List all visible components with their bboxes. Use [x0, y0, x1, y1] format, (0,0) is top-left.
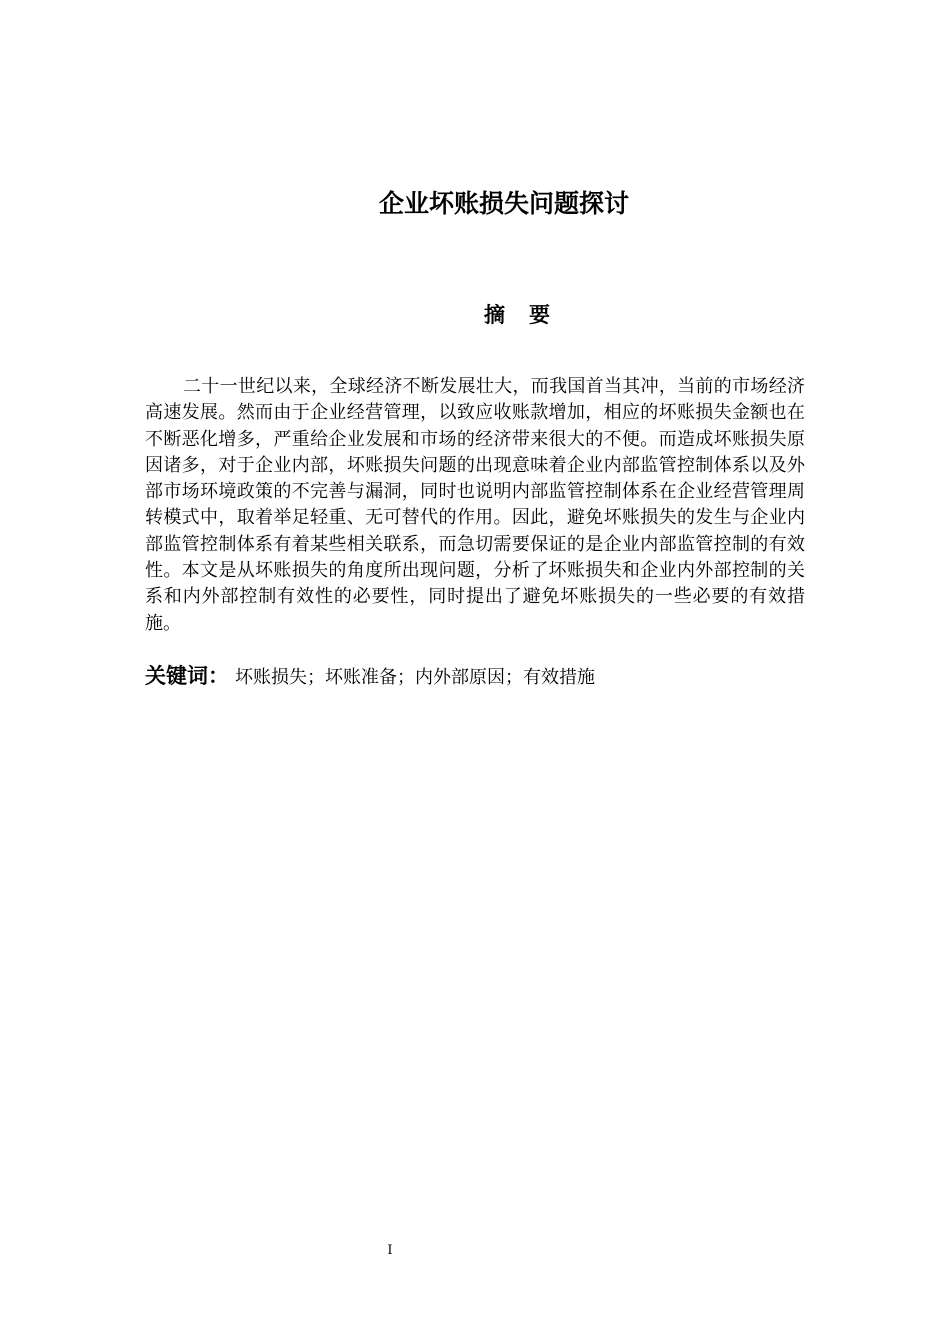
- page-number: I: [387, 1243, 393, 1258]
- keywords-value: 坏账损失；坏账准备；内外部原因；有效措施: [235, 667, 595, 688]
- abstract-heading-char-1: 摘: [484, 303, 505, 327]
- keywords-line: [145, 660, 805, 690]
- abstract-heading: [0, 299, 950, 329]
- abstract-paragraph: 二十一世纪以来，全球经济不断发展壮大，而我国首当其冲，当前的市场经济高速发展。然而由于企业经营管理，以致应收账款增加，相应的坏账损失金额也在不断恶化增多，严重给企业发展和市场的经济带来很大的不便。而造成坏账损失原因诸多，对于企业内部，坏账损失问题的出现意味着企业内部监管控制体系以及外部市场环境政策的不完善与漏洞，同时也说明内部监管控制体系在企业经营管理周转模式中，取着举足轻重、无可替代的作用。因此，避免坏账损失的发生与企业内部监管控制体系有着某些相关联系，而急切需要保证的是企业内部监管控制的有效性。本文是从坏账损失的角度所出现问题，分析了坏账损失和企业内外部控制的关系和内外部控制有效性的必要性，同时提出了避免坏账损失的一些必要的有效措施。: [145, 376, 805, 634]
- keywords-label: 关键词：: [145, 664, 229, 688]
- abstract-heading-char-2: 要: [529, 303, 550, 327]
- document-title: 企业坏账损失问题探讨: [378, 189, 629, 218]
